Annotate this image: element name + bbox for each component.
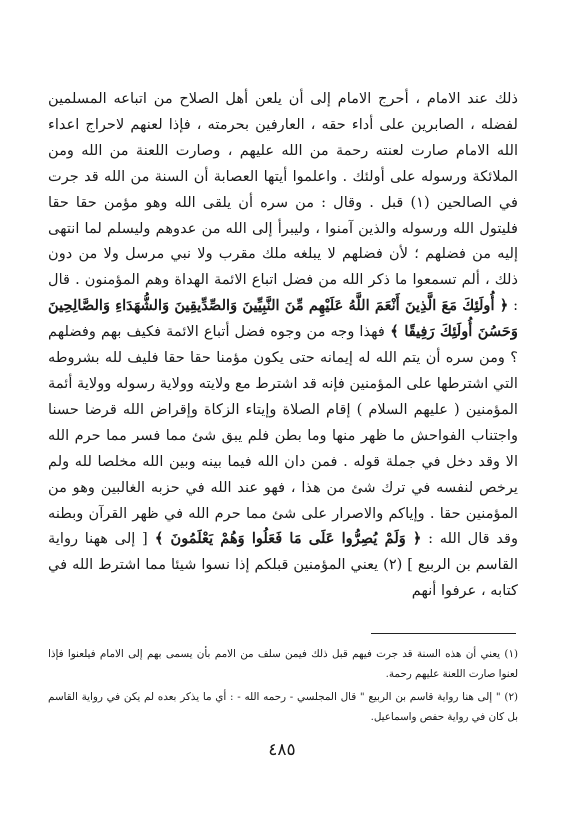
quran-verse: ﴿ وَلَمْ يُصِرُّوا عَلَى مَا فَعَلُوا وَهُمْ يَعْلَمُونَ ﴾ xyxy=(147,530,422,548)
paragraph: ذلك عند الامام ، أحرج الامام إلى أن يلعن أهل الصلاح من اتباعه المسلمين لفضله ، الصابرين على أداء حقه ، العارفين بحرمته ، فإذا لعنهم لاحراج اعداء الله الامام صارت لعنته رحمة من الله عليهم ، وصارت اللعنة من الله ومن الملائكة ورسوله على أولئك . واعلموا أيتها العصابة أن السنة من الله قد جرت في الصالحين (١) قبل . وقال : من سره أن يلقى الله وهو مؤمن حقا حقا فليتول الله ورسوله والذين آمنوا ، وليبرأ إلى الله من عدوهم وليسلم لما انتهى إليه من فضلهم ؛ لأن فضلهم لا يبلغه ملك مقرب ولا نبي مرسل ولا من دون ذلك ، ألم تسمعوا ما ذكر الله من فضل اتباع الائمة الهداة وهم المؤمنون . قال : xyxy=(48,90,518,315)
footnotes xyxy=(48,645,518,731)
footnote: (٢) " إلى هنا رواية قاسم بن الربيع " قال المجلسي - رحمه الله - : أي ما يذكر بعده لم يكن في رواية القاسم بل كان في رواية حفص واسماعيل. xyxy=(48,691,518,723)
footnote-divider xyxy=(371,633,516,634)
quran-verse: ﴿ أُولَئِكَ مَعَ الَّذِينَ أَنْعَمَ اللَّهُ عَلَيْهِم مِّنَ النَّبِيِّينَ وَالصِّدِّيقِينَ وَالشُّهَدَاءِ وَالصَّالِحِينَ وَحَسُنَ أُولَئِكَ رَفِيقًا ﴾ xyxy=(48,297,518,341)
footnote: (١) يعني أن هذه السنة قد جرت فيهم قبل ذلك فيمن سلف من الامم بأن يسمى بهم إلى الامام فيلعنوا فإذا لعنوا صارت اللعنة عليهم رحمة. xyxy=(48,648,518,680)
paragraph: فهذا وجه من وجوه فضل أتباع الائمة فكيف بهم وفضلهم ؟ ومن سره أن يتم الله له إيمانه حتى يكون مؤمنا حقا حقا فليف لله بشروطه التي اشترطها على المؤمنين فإنه قد اشترط مع ولايته وولاية رسوله وولاية أئمة المؤمنين ( عليهم السلام ) إقام الصلاة وإيتاء الزكاة وإقراض الله قرضا حسنا واجتناب الفواحش ما ظهر منها وما بطن فلم يبق شئ مما فسر مما حرم الله الا وقد دخل في جملة قوله . فمن دان الله فيما بينه وبين الله مخلصا لله ولم يرخص لنفسه في ترك شئ من هذا ، فهو عند الله في حزبه الغالبين وهو من المؤمنين حقا . وإياكم والاصرار على شئ مما حرم الله في ظهر القرآن وبطنه وقد قال الله : xyxy=(48,323,519,548)
paragraph: [ إلى ههنا رواية القاسم بن الربيع ] (٢) يعني المؤمنين قبلكم إذا نسوا شيئا مما اشترط الله في كتابه ، عرفوا أنهم xyxy=(48,530,518,600)
page-number: ٤٨٥ xyxy=(268,740,296,760)
main-text xyxy=(48,86,518,604)
